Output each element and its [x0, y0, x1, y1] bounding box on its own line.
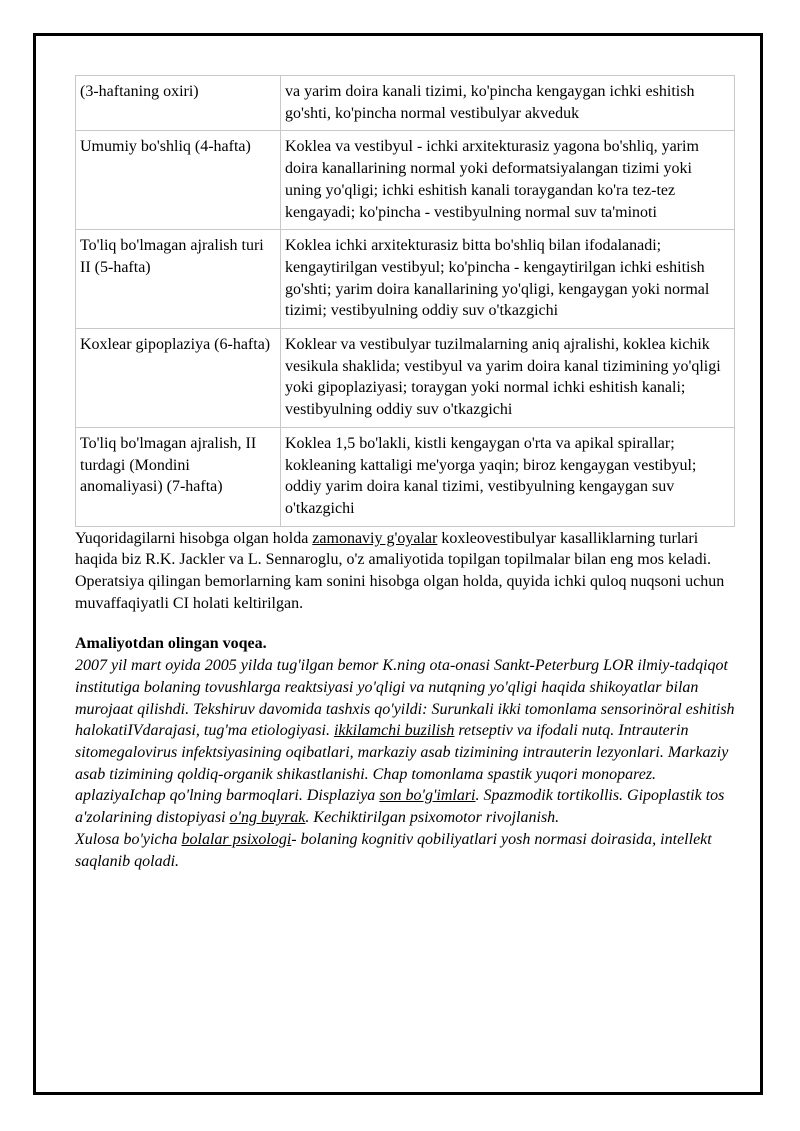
- spacer: [75, 614, 735, 633]
- table-cell-description: Koklear va vestibulyar tuzilmalarning aniq ajralishi, koklea kichik vesikula shaklida; vestibyul va yarim doira kanal tizimining yo'qligi yoki gipoplaziyasi; toraygan yoki normal ichki eshitish kanali; vestibyulning oddiy suv o'tkazgichi: [281, 329, 735, 428]
- case-conclusion: [75, 829, 735, 872]
- table-cell-description: Koklea 1,5 bo'lakli, kistli kengaygan o'rta va apikal spirallar; kokleaning kattaligi me'yorga yaqin; biroz kengaygan vestibyul; oddiy yarim doira kanal tizimi, vestibyulning kengaygan suv o'tkazgichi: [281, 427, 735, 526]
- paragraph-modern-ideas: [75, 528, 735, 571]
- table-cell-stage: To'liq bo'lmagan ajralish turi II (5-hafta): [76, 230, 281, 329]
- table-cell-stage: Koxlear gipoplaziya (6-hafta): [76, 329, 281, 428]
- table-cell-stage: To'liq bo'lmagan ajralish, II turdagi (Mondini anomaliyasi) (7-hafta): [76, 427, 281, 526]
- link-son-bogimlari[interactable]: son bo'g'imlari: [379, 787, 476, 805]
- case-text: . Spazmodik tortikollis. Gipoplastik tos a'zolarining distopiyasi: [75, 787, 725, 827]
- case-text: retseptiv va ifodali nutq. Intrauterin sitomegalovirus infektsiyasining oqibatlari, markaziy asab tizimining intrauterin lezyonlari. Markaziy asab tizimining qoldiq-organik shikastlanishi. Chap tomonlama spastik yuqori monoparez. aplaziyaIchap qo'lning barmoqlari. Displaziya: [75, 722, 729, 805]
- page-content: [75, 75, 735, 872]
- paragraph-text: koxleovestibulyar kasalliklarning turlari haqida biz R.K. Jackler va L. Sennaroglu, o'z amaliyotida topilgan topilmalar bilan eng mos keladi.: [75, 529, 712, 569]
- link-zamonaviy-goyalar[interactable]: zamonaviy g'oyalar: [312, 529, 438, 547]
- paragraph-operations: Operatsiya qilingan bemorlarning kam sonini hisobga olgan holda, quyida ichki quloq nuqsoni uchun muvaffaqiyatli CI holati keltirilgan.: [75, 573, 725, 612]
- link-ong-buyrak[interactable]: o'ng buyrak: [229, 809, 306, 827]
- conclusion-text: Xulosa bo'yicha: [75, 830, 182, 848]
- link-ikkilamchi-buzilish[interactable]: ikkilamchi buzilish: [333, 722, 455, 740]
- table-row: [76, 76, 735, 131]
- paragraph-text: Yuqoridagilarni hisobga olgan holda: [75, 529, 313, 547]
- case-heading: Amaliyotdan olingan voqea.: [75, 635, 267, 653]
- table-row: [76, 230, 735, 329]
- table-row: [76, 329, 735, 428]
- conclusion-text: - bolaning kognitiv qobiliyatlari yosh normasi doirasida, intellekt saqlanib qoladi.: [75, 830, 712, 870]
- case-description: [75, 655, 735, 829]
- table-cell-description: Koklea va vestibyul - ichki arxitekturasiz yagona bo'shliq, yarim doira kanallarining normal yoki deformatsiyalangan tizimi yoki uning yo'qligi; ichki eshitish kanali toraygandan ko'ra tez-tez kengayadi; ko'pincha - vestibyulning normal suv ta'minoti: [281, 131, 735, 230]
- table-cell-description: va yarim doira kanali tizimi, ko'pincha kengaygan ichki eshitish go'shti, ko'pincha normal vestibulyar akveduk: [281, 76, 735, 131]
- case-text: 2007 yil mart oyida 2005 yilda tug'ilgan bemor K.ning ota-onasi Sankt-Peterburg LOR ilmiy-tadqiqot institutiga bolaning tovushlarga reaktsiyasi yo'qligi va nutqning yo'qligi haqida shikoyatlar bilan murojaat qilishdi. Tekshiruv davomida tashxis qo'yildi: Surunkali ikki tomonlama sensorinöral eshitish halokatiIVdarajasi, tug'ma etiologiyasi.: [75, 657, 735, 740]
- table-cell-description: Koklea ichki arxitekturasiz bitta bo'shliq bilan ifodalanadi; kengaytirilgan vestibyul; ko'pincha - kengaytirilgan ichki eshitish go'shti; yarim doira kanallarining yo'qligi, kengaygan yoki normal tizimi; vestibyulning oddiy suv o'tkazgichi: [281, 230, 735, 329]
- table-row: [76, 427, 735, 526]
- table-cell-stage: (3-haftaning oxiri): [76, 76, 281, 131]
- koxlear-anomaly-table: [75, 75, 735, 527]
- link-bolalar-psixologi[interactable]: bolalar psixologi: [181, 830, 292, 848]
- table-cell-stage: Umumiy bo'shliq (4-hafta): [76, 131, 281, 230]
- table-row: [76, 131, 735, 230]
- case-text: . Kechiktirilgan psixomotor rivojlanish.: [305, 809, 560, 827]
